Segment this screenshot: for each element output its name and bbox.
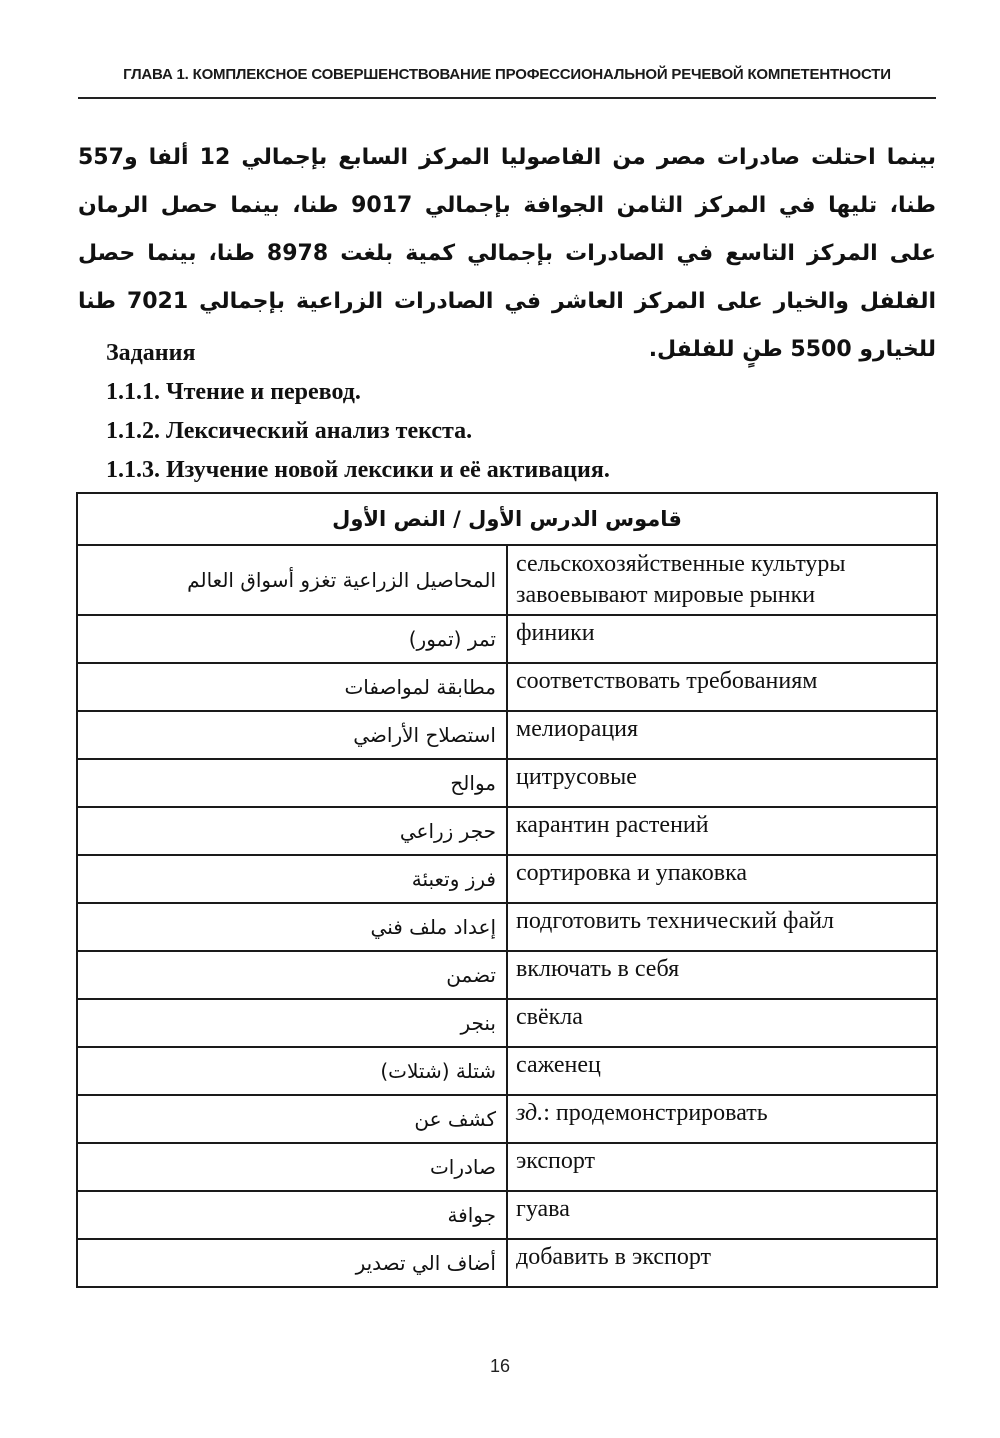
table-row <box>77 1047 937 1095</box>
table-row <box>77 1095 937 1143</box>
task-item: 1.1.2. Лексический анализ текста. <box>106 418 473 444</box>
arabic-term: بنجر <box>77 999 507 1047</box>
russian-translation: мелиорация <box>507 711 937 759</box>
header-divider <box>78 97 936 99</box>
arabic-term: أضاف الي تصدير <box>77 1239 507 1287</box>
task-item: 1.1.1. Чтение и перевод. <box>106 379 361 405</box>
russian-translation: сортировка и упаковка <box>507 855 937 903</box>
russian-translation: гуава <box>507 1191 937 1239</box>
arabic-term: تمر (تمور) <box>77 615 507 663</box>
table-row <box>77 1143 937 1191</box>
russian-translation: включать в себя <box>507 951 937 999</box>
russian-translation <box>507 1095 937 1143</box>
arabic-term: إعداد ملف فني <box>77 903 507 951</box>
arabic-term: حجر زراعي <box>77 807 507 855</box>
arabic-paragraph: بينما احتلت صادرات مصر من الفاصوليا المركز السابع بإجمالي 12 ألفا و557 طنا، تليها في المركز الثامن الجوافة بإجمالي 9017 طنا، بينما حصل الرمان على المركز التاسع في الصادرات بإجمالي كمية بلغت 8978 طنا، بينما حصل الفلفل والخيار على المركز العاشر في الصادرات الزراعية بإجمالي 7021 طنا للخيارو 5500 طنٍ للفلفل. <box>78 145 937 362</box>
table-row <box>77 999 937 1047</box>
arabic-term: فرز وتعبئة <box>77 855 507 903</box>
arabic-term: موالح <box>77 759 507 807</box>
arabic-term: مطابقة لمواصفات <box>77 663 507 711</box>
russian-translation: сельскохозяйственные культуры завоевывают мировые рынки <box>507 545 937 615</box>
russian-translation: цитрусовые <box>507 759 937 807</box>
russian-translation: экспорт <box>507 1143 937 1191</box>
glossary-table <box>76 492 938 1288</box>
russian-translation: саженец <box>507 1047 937 1095</box>
arabic-term: شتلة (شتلات) <box>77 1047 507 1095</box>
arabic-term: تضمن <box>77 951 507 999</box>
russian-translation: соответствовать требованиям <box>507 663 937 711</box>
table-row <box>77 711 937 759</box>
arabic-term: كشف عن <box>77 1095 507 1143</box>
arabic-term: استصلاح الأراضي <box>77 711 507 759</box>
table-row <box>77 545 937 615</box>
translation-note-prefix: зд. <box>516 1100 544 1126</box>
table-row <box>77 1191 937 1239</box>
page-number: 16 <box>489 1356 511 1376</box>
table-row <box>77 855 937 903</box>
arabic-term: المحاصيل الزراعية تغزو أسواق العالم <box>77 545 507 615</box>
russian-translation: финики <box>507 615 937 663</box>
glossary-title: قاموس الدرس الأول / النص الأول <box>77 493 937 545</box>
table-row <box>77 951 937 999</box>
russian-translation: подготовить технический файл <box>507 903 937 951</box>
translation-text: : продемонстрировать <box>543 1100 768 1126</box>
russian-translation: карантин растений <box>507 807 937 855</box>
table-row <box>77 615 937 663</box>
table-row <box>77 903 937 951</box>
table-row <box>77 759 937 807</box>
tasks-section <box>106 334 906 490</box>
russian-translation: свёкла <box>507 999 937 1047</box>
russian-translation: добавить в экспорт <box>507 1239 937 1287</box>
table-row <box>77 663 937 711</box>
table-row <box>77 1239 937 1287</box>
arabic-term: صادرات <box>77 1143 507 1191</box>
table-row <box>77 807 937 855</box>
arabic-term: جوافة <box>77 1191 507 1239</box>
tasks-heading: Задания <box>106 340 196 366</box>
running-header: ГЛАВА 1. КОМПЛЕКСНОЕ СОВЕРШЕНСТВОВАНИЕ ПРОФЕССИОНАЛЬНОЙ РЕЧЕВОЙ КОМПЕТЕНТНОСТИ <box>123 66 891 83</box>
task-item: 1.1.3. Изучение новой лексики и её активация. <box>106 457 610 483</box>
